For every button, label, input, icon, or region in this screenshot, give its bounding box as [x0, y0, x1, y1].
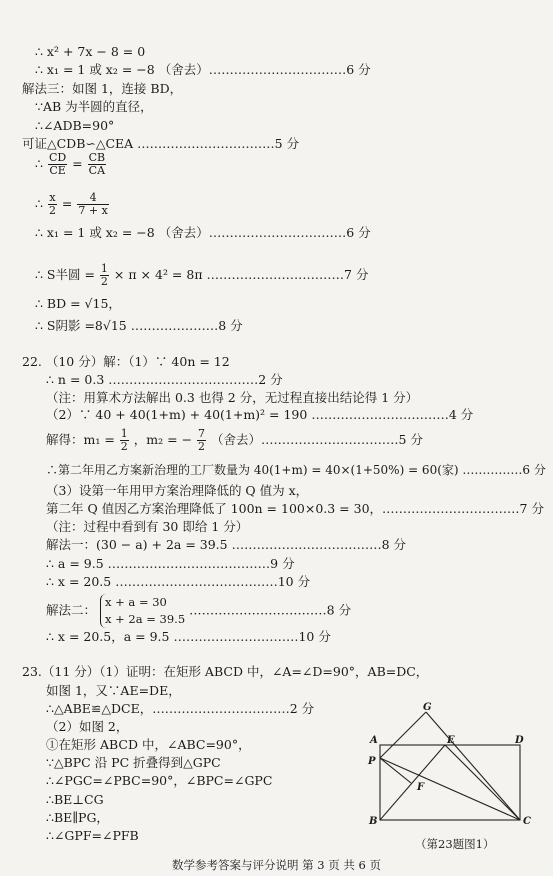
eq-roots-1: ∴ x₁ = 1 或 x₂ = −8 （舍去）……………………………6 分 — [35, 62, 371, 77]
q23-angle-eq: ∴∠GPF=∠PFB — [46, 828, 139, 843]
q23-congruent: ∴△ABE≌△DCE，……………………………2 分 — [46, 701, 315, 716]
q23-given: 如图 1，又∵AE=DE， — [46, 683, 181, 698]
q22-heading: 22. （10 分）解：（1）∵ 40n = 12 — [22, 354, 230, 369]
geometry-figure — [360, 700, 540, 835]
segment-gc — [426, 712, 520, 820]
area-rest: × π × 4² = 8π ……………………………7 分 — [113, 267, 369, 282]
label-g: G — [423, 702, 432, 713]
ratio-line-1: ∴ $\frac{CD}{CE}$ = $\frac{CB}{CA}$ — [35, 151, 106, 177]
q22-note-2: （注：过程中看到有 30 即给 1 分） — [46, 519, 249, 534]
similar-line: 可证△CDB∽△CEA ……………………………5 分 — [22, 136, 300, 151]
q23-parallel: ∴BE∥PG， — [46, 810, 109, 825]
q22-n-value: ∴ n = 0.3 ………………………………2 分 — [46, 372, 283, 387]
frac-num: 4 — [77, 192, 108, 205]
system-eq-2: x + 2a = 39.5 — [105, 612, 186, 626]
q22-final-values: ∴ x = 20.5，a = 9.5 …………………………10 分 — [46, 629, 331, 644]
angle-adb-line: ∴∠ADB=90° — [35, 118, 115, 133]
label-e: E — [447, 735, 455, 746]
frac-den: 2 — [48, 204, 56, 217]
solve-mid: ，m₂ = − — [133, 432, 193, 447]
q22-q-value-line: 第二年 Q 值因乙方案治理降低了 100n = 100×0.3 = 30，……………………………7 分 — [46, 501, 544, 516]
segment-pf — [380, 758, 411, 783]
solve-prefix: 解得：m₁ = — [46, 432, 115, 447]
segment-pc — [380, 758, 520, 820]
frac-den: 2 — [100, 275, 108, 288]
q22-a-value: ∴ a = 9.5 …………………………………9 分 — [46, 556, 295, 571]
q22-method2 — [46, 594, 351, 628]
q22-note-1: （注：用算术方法解出 0.3 也得 2 分，无过程直接出结论得 1 分） — [46, 390, 419, 405]
q23-part2: （2）如图 2， — [46, 719, 129, 734]
equation-system — [100, 594, 185, 628]
frac-den: 2 — [120, 440, 128, 453]
q22-x-value: ∴ x = 20.5 …………………………………10 分 — [46, 574, 311, 589]
q22-part3: （3）设第一年用甲方案治理降低的 Q 值为 x， — [46, 483, 309, 498]
diameter-line: ∵AB 为半圆的直径， — [35, 99, 153, 114]
label-f: F — [417, 782, 425, 793]
label-b: B — [369, 816, 378, 827]
q22-second-year-line: ∴第二年用乙方案新治理的工厂数量为 40(1+m) = 40×(1+50%) = 60(家) ……………6 分 — [46, 463, 546, 477]
frac-den: CE — [49, 164, 66, 177]
frac-num: x — [49, 191, 56, 204]
q23-perp: ∴BE⊥CG — [46, 792, 104, 807]
frac-num: 1 — [100, 262, 108, 275]
label-p: P — [368, 756, 376, 767]
system-eq-1: x + a = 30 — [105, 595, 167, 609]
q23-step1: ①在矩形 ABCD 中，∠ABC=90°， — [46, 737, 251, 752]
shaded-area-line: ∴ S阴影 =8√15 …………………8 分 — [35, 318, 243, 333]
frac-den: 2 — [198, 440, 206, 453]
area-semicircle-line — [35, 263, 368, 288]
frac-den: CA — [88, 164, 106, 177]
eq-roots-2: ∴ x₁ = 1 或 x₂ = −8 （舍去）……………………………6 分 — [35, 225, 371, 240]
q23-angles: ∴∠PGC=∠PBC=90°，∠BPC=∠GPC — [46, 773, 273, 788]
frac-num: 7 — [198, 427, 206, 440]
q23-heading: 23.（11 分）（1）证明：在矩形 ABCD 中，∠A=∠D=90°，AB=DC， — [22, 664, 429, 679]
solve-rest: （舍去）……………………………5 分 — [211, 432, 423, 447]
figure-caption: （第23题图1） — [415, 837, 495, 851]
method2-label: 解法二： — [46, 602, 97, 618]
page-footer: 数学参考答案与评分说明 第 3 页 共 6 页 — [171, 858, 382, 872]
area-prefix: ∴ S半圆 = — [35, 267, 95, 282]
method3-heading: 解法三：如图 1，连接 BD， — [22, 81, 183, 96]
ratio-line-2: ∴ $\frac{x}{2}$ = $\frac{4}{7 + x}$ — [35, 191, 108, 217]
frac-num: 1 — [120, 427, 128, 440]
label-c: C — [523, 816, 531, 827]
eq-quadratic: ∴ x² + 7x − 8 = 0 — [35, 44, 146, 59]
q22-solve-line — [46, 428, 423, 453]
label-a: A — [370, 735, 378, 746]
frac-den: 7 + x — [78, 204, 108, 217]
method2-score: ……………………………8 分 — [189, 602, 352, 618]
rectangle-abcd — [380, 745, 520, 820]
q22-part2-eq: （2）∵ 40 + 40(1+m) + 40(1+m)² = 190 ……………………………4 分 — [46, 407, 474, 422]
frac-num: CD — [48, 151, 67, 164]
segment-ec — [445, 745, 520, 820]
bd-line: ∴ BD = √15， — [35, 296, 121, 311]
label-d: D — [515, 735, 524, 746]
q22-method1: 解法一：(30 − a) + 2a = 39.5 ………………………………8 分 — [46, 537, 407, 552]
segment-pg — [380, 712, 426, 758]
frac-num: CB — [88, 151, 106, 164]
q23-fold: ∵△BPC 沿 PC 折叠得到△GPC — [46, 755, 221, 770]
